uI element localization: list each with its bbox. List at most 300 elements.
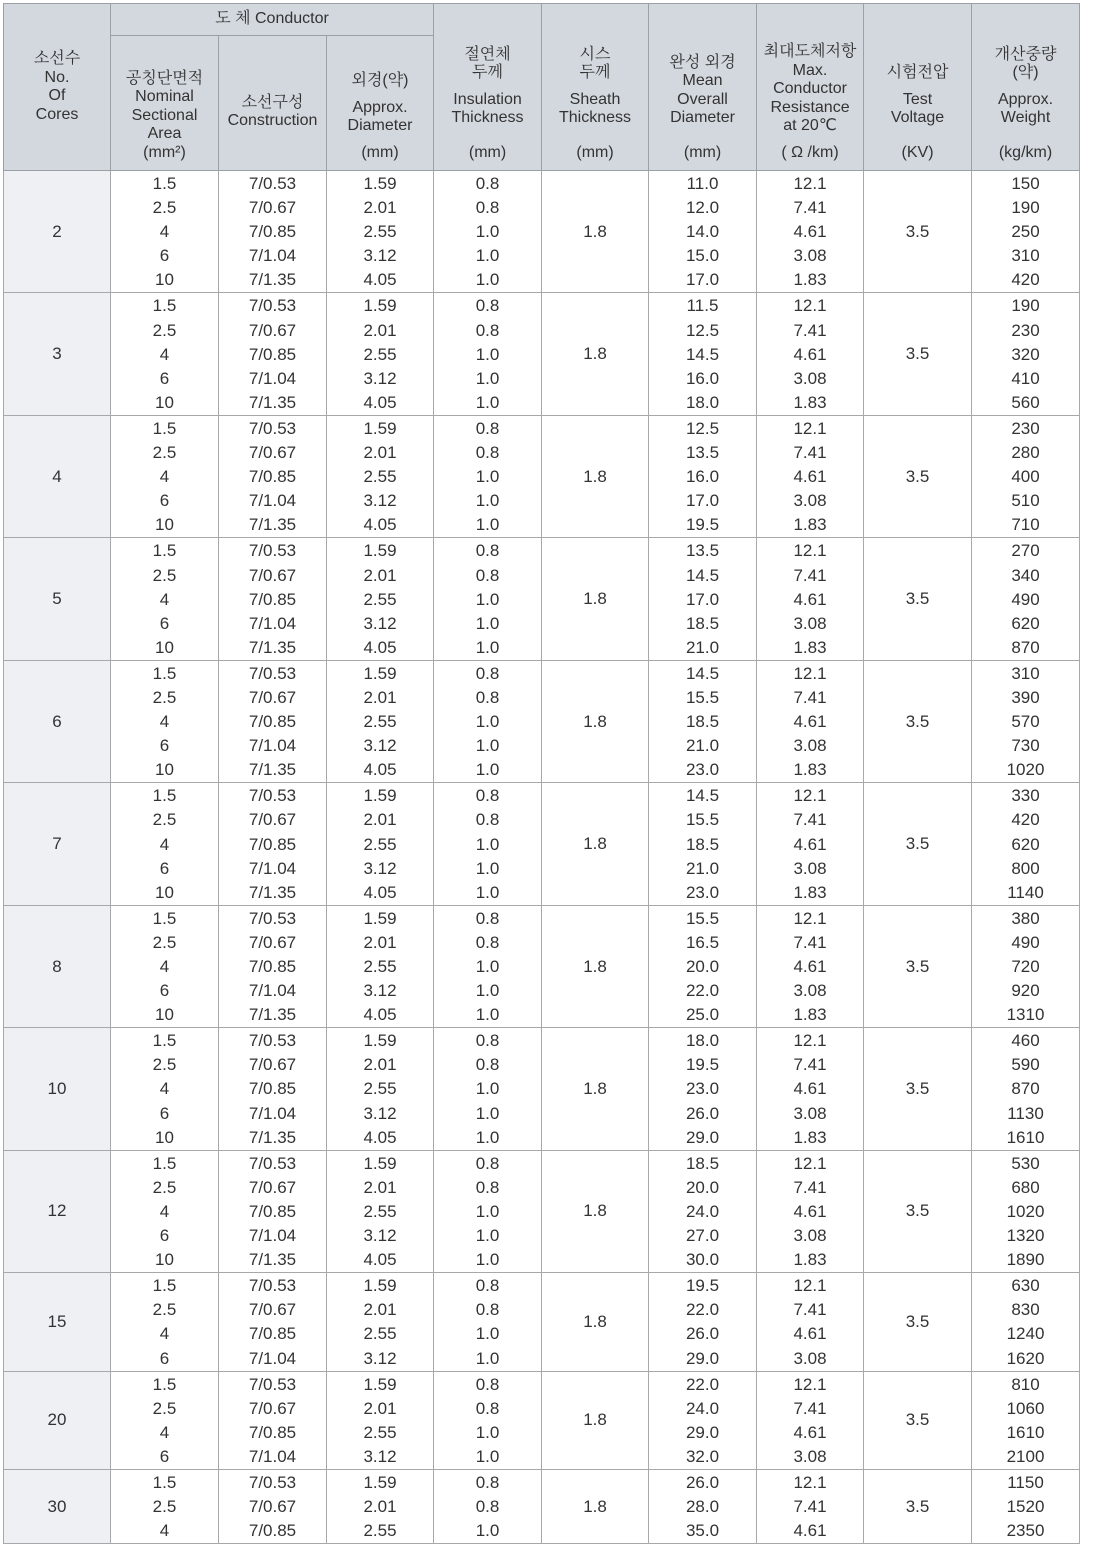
cell-value: 10 <box>155 882 174 902</box>
cell-value: 1130 <box>1007 1103 1044 1123</box>
construction-cell <box>219 1028 327 1150</box>
cell-value: 7.41 <box>793 443 827 463</box>
cell-value: 2.55 <box>363 834 397 854</box>
cell-value: 18.0 <box>685 1031 720 1051</box>
cell-value: 230 <box>1011 320 1040 340</box>
test-voltage-cell: 3.5 <box>864 1028 972 1150</box>
cell-value: 4.61 <box>793 712 827 732</box>
cell-value: 2.5 <box>152 198 177 218</box>
cell-value: 0.8 <box>475 908 500 928</box>
sheath-cell: 1.8 <box>542 783 649 905</box>
cell-value: 18.0 <box>685 392 720 412</box>
weight-cell <box>972 1150 1080 1272</box>
cell-value: 1620 <box>1006 1348 1045 1368</box>
cores-cell: 12 <box>4 1150 111 1272</box>
cell-value: 6 <box>159 368 170 388</box>
cell-value: 4.61 <box>793 1201 827 1221</box>
cell-value: 12.1 <box>793 908 827 928</box>
cell-value: 19.5 <box>685 1276 720 1296</box>
cell-value: 0.8 <box>475 663 500 683</box>
cell-value: 7/1.35 <box>248 760 297 780</box>
cell-value: 7/0.85 <box>248 222 297 242</box>
cell-value: 7/1.35 <box>248 882 297 902</box>
cell-value: 620 <box>1011 613 1040 633</box>
cores-cell: 8 <box>4 905 111 1027</box>
cell-value: 7/0.85 <box>248 712 297 732</box>
cell-value: 7.41 <box>793 1055 827 1075</box>
cell-value: 1.0 <box>475 1446 500 1466</box>
cell-value: 1.83 <box>793 1127 827 1147</box>
cell-value: 4.05 <box>363 1250 397 1270</box>
area-cell <box>111 1371 219 1469</box>
cell-value: 10 <box>155 392 174 412</box>
header-text: Test <box>902 90 933 108</box>
cell-value: 1310 <box>1006 1005 1045 1025</box>
cell-value: 1.59 <box>363 1472 397 1492</box>
cell-value: 4.61 <box>793 834 827 854</box>
cell-value: 1.83 <box>793 515 827 535</box>
cell-value: 19.5 <box>685 515 720 535</box>
cell-value: 7/1.04 <box>248 613 297 633</box>
cell-value: 0.8 <box>475 1153 500 1173</box>
table-row <box>4 1273 1080 1371</box>
overall-diameter-cell <box>649 905 757 1027</box>
header-text: 소선구성 <box>241 93 304 111</box>
cell-value: 1.83 <box>793 760 827 780</box>
overall-diameter-cell <box>649 1028 757 1150</box>
cell-value: 2.55 <box>363 712 397 732</box>
header-text: 두께 <box>472 64 503 81</box>
cell-value: 7/0.67 <box>248 1300 297 1320</box>
area-cell <box>111 415 219 537</box>
area-cell <box>111 660 219 782</box>
cell-value: 3.12 <box>363 491 397 511</box>
cell-value: 1.5 <box>152 663 177 683</box>
insulation-cell <box>434 293 542 415</box>
cell-value: 1.5 <box>152 908 177 928</box>
insulation-cell <box>434 660 542 782</box>
cell-value: 2.01 <box>363 1398 397 1418</box>
overall-diameter-cell <box>649 660 757 782</box>
construction-cell <box>219 415 327 537</box>
cell-value: 16.0 <box>685 467 720 487</box>
cell-value: 6 <box>159 736 170 756</box>
header-text: (kg/km) <box>998 143 1053 161</box>
cell-value: 0.8 <box>475 1276 500 1296</box>
cell-value: 12.5 <box>685 418 720 438</box>
cell-value: 7/0.53 <box>248 418 297 438</box>
cell-value: 12.0 <box>685 198 720 218</box>
cell-value: 2.55 <box>363 1422 397 1442</box>
weight-cell <box>972 1028 1080 1150</box>
header-text: Diameter <box>347 117 413 134</box>
cell-value: 560 <box>1011 392 1040 412</box>
test-voltage-cell: 3.5 <box>864 171 972 293</box>
cores-cell: 7 <box>4 783 111 905</box>
cell-value: 7/0.85 <box>248 344 297 364</box>
resistance-cell <box>757 660 864 782</box>
cell-value: 7/1.35 <box>248 270 297 290</box>
cell-value: 2.01 <box>363 1055 397 1075</box>
cell-value: 4.05 <box>363 392 397 412</box>
cell-value: 2.55 <box>363 1201 397 1221</box>
cell-value: 7/1.35 <box>248 1005 297 1025</box>
cell-value: 1020 <box>1006 760 1045 780</box>
cell-value: 510 <box>1011 491 1040 511</box>
cell-value: 1.59 <box>363 174 397 193</box>
cell-value: 1.0 <box>475 368 500 388</box>
cell-value: 17.0 <box>685 589 720 609</box>
cell-value: 2.01 <box>363 443 397 463</box>
cell-value: 1.0 <box>475 613 500 633</box>
header-text: Construction <box>227 112 318 129</box>
cores-cell: 2 <box>4 171 111 293</box>
header-text: Approx. <box>997 90 1054 108</box>
header-text: 시스 <box>579 45 611 63</box>
header-text: Max. <box>792 61 828 79</box>
table-row <box>4 1469 1080 1543</box>
insulation-cell <box>434 1273 542 1371</box>
cell-value: 590 <box>1011 1055 1040 1075</box>
sheath-cell: 1.8 <box>542 415 649 537</box>
header-construction <box>219 36 327 171</box>
cell-value: 7.41 <box>793 198 827 218</box>
insulation-cell <box>434 783 542 905</box>
cell-value: 3.12 <box>363 858 397 878</box>
cell-value: 2.5 <box>152 1177 177 1197</box>
cell-value: 18.5 <box>685 712 720 732</box>
resistance-cell <box>757 415 864 537</box>
overall-diameter-cell <box>649 415 757 537</box>
cell-value: 18.5 <box>685 834 720 854</box>
cell-value: 680 <box>1011 1177 1040 1197</box>
test-voltage-cell: 3.5 <box>864 538 972 660</box>
cell-value: 0.8 <box>475 443 500 463</box>
cell-value: 410 <box>1011 368 1040 388</box>
cell-value: 26.0 <box>685 1324 720 1344</box>
cell-value: 7/1.04 <box>248 368 297 388</box>
cell-value: 11.5 <box>686 296 719 316</box>
header-text: 개산중량 <box>994 45 1057 63</box>
header-text: Diameter <box>670 109 735 126</box>
cell-value: 0.8 <box>475 810 500 830</box>
diameter-cell <box>327 1469 434 1543</box>
cell-value: 1610 <box>1006 1422 1045 1442</box>
header-text: No. <box>44 68 70 86</box>
cell-value: 1140 <box>1007 882 1044 902</box>
cell-value: 1.0 <box>475 1079 500 1099</box>
cell-value: 0.8 <box>475 418 500 438</box>
area-cell <box>111 905 219 1027</box>
cell-value: 1.0 <box>475 344 500 364</box>
area-cell <box>111 783 219 905</box>
cell-value: 4.05 <box>363 1127 397 1147</box>
diameter-cell <box>327 905 434 1027</box>
cell-value: 0.8 <box>475 932 500 952</box>
area-cell <box>111 1150 219 1272</box>
cell-value: 4 <box>159 712 170 732</box>
insulation-cell <box>434 171 542 293</box>
cell-value: 3.08 <box>793 1103 827 1123</box>
header-weight <box>972 4 1080 171</box>
cell-value: 1.0 <box>475 736 500 756</box>
header-text: at 20℃ <box>783 117 837 134</box>
cell-value: 0.8 <box>475 198 500 218</box>
weight-cell <box>972 415 1080 537</box>
cell-value: 6 <box>159 613 170 633</box>
resistance-cell <box>757 1150 864 1272</box>
sheath-cell: 1.8 <box>542 1273 649 1371</box>
cell-value: 3.12 <box>363 1446 397 1466</box>
header-overall-diameter <box>649 4 757 171</box>
cell-value: 17.0 <box>685 270 720 290</box>
cell-value: 280 <box>1011 443 1040 463</box>
construction-cell <box>219 171 327 293</box>
cell-value: 4 <box>159 467 170 487</box>
cell-value: 0.8 <box>475 1497 500 1517</box>
cell-value: 18.5 <box>685 613 720 633</box>
cable-spec-table <box>3 3 1080 1544</box>
cell-value: 7.41 <box>793 320 827 340</box>
cell-value: 1.5 <box>152 1031 177 1051</box>
cell-value: 3.08 <box>793 246 827 266</box>
header-resistance <box>757 4 864 171</box>
cell-value: 7/1.04 <box>248 1226 297 1246</box>
diameter-cell <box>327 1371 434 1469</box>
cell-value: 7/0.53 <box>248 1031 297 1051</box>
header-text: Sectional <box>131 106 198 124</box>
table-row <box>4 1150 1080 1272</box>
cell-value: 7.41 <box>793 1398 827 1418</box>
sheath-cell: 1.8 <box>542 293 649 415</box>
cell-value: 7/1.04 <box>248 491 297 511</box>
weight-cell <box>972 1371 1080 1469</box>
cell-value: 4.05 <box>363 760 397 780</box>
sheath-cell: 1.8 <box>542 171 649 293</box>
cell-value: 7/0.53 <box>248 174 297 193</box>
cell-value: 10 <box>155 637 174 657</box>
cell-value: 12.1 <box>793 1031 827 1051</box>
cell-value: 570 <box>1011 712 1040 732</box>
cell-value: 1150 <box>1007 1472 1044 1492</box>
cell-value: 10 <box>155 1005 174 1025</box>
cell-value: 14.5 <box>685 663 720 683</box>
cell-value: 14.0 <box>685 222 720 242</box>
cell-value: 490 <box>1011 589 1040 609</box>
cell-value: 2.5 <box>152 1398 177 1418</box>
sheath-cell: 1.8 <box>542 1028 649 1150</box>
cell-value: 20.0 <box>685 957 720 976</box>
header-text: (mm) <box>576 143 614 161</box>
header-test-voltage <box>864 4 972 171</box>
cell-value: 1.0 <box>475 392 500 412</box>
cell-value: 620 <box>1011 834 1040 854</box>
area-cell <box>111 1028 219 1150</box>
cell-value: 6 <box>159 1348 170 1368</box>
cell-value: 7/0.85 <box>248 1201 297 1221</box>
cell-value: 2.55 <box>363 222 397 242</box>
cell-value: 3.12 <box>363 1226 397 1246</box>
table-row <box>4 660 1080 782</box>
weight-cell <box>972 783 1080 905</box>
cell-value: 15.0 <box>685 246 720 266</box>
cell-value: 7/0.67 <box>248 565 297 585</box>
cell-value: 420 <box>1011 270 1040 290</box>
cores-cell: 20 <box>4 1371 111 1469</box>
cell-value: 0.8 <box>475 296 500 316</box>
diameter-cell <box>327 415 434 537</box>
cell-value: 2.01 <box>363 932 397 952</box>
cell-value: 2.01 <box>363 198 397 218</box>
table-row <box>4 1371 1080 1469</box>
cell-value: 920 <box>1011 981 1040 1001</box>
cell-value: 26.0 <box>685 1472 720 1492</box>
header-cores <box>4 4 111 171</box>
test-voltage-cell: 3.5 <box>864 1469 972 1543</box>
cell-value: 1.0 <box>475 1201 500 1221</box>
cell-value: 1.83 <box>793 392 827 412</box>
resistance-cell <box>757 538 864 660</box>
cell-value: 7/0.67 <box>248 1398 297 1418</box>
cell-value: 1.0 <box>475 1127 500 1147</box>
diameter-cell <box>327 1273 434 1371</box>
cell-value: 2.55 <box>363 589 397 609</box>
area-cell <box>111 538 219 660</box>
area-cell <box>111 171 219 293</box>
cell-value: 22.0 <box>685 1374 720 1394</box>
cell-value: 7/1.35 <box>248 1127 297 1147</box>
cell-value: 0.8 <box>475 1055 500 1075</box>
table-row <box>4 415 1080 537</box>
cell-value: 1.0 <box>475 1422 500 1442</box>
header-text: 소선수 <box>33 50 81 67</box>
cell-value: 7/0.67 <box>248 1177 297 1197</box>
cell-value: 2.01 <box>363 1177 397 1197</box>
cell-value: 23.0 <box>685 882 720 902</box>
cell-value: 1.5 <box>152 541 177 561</box>
cell-value: 12.1 <box>793 296 827 316</box>
insulation-cell <box>434 538 542 660</box>
cell-value: 4.05 <box>363 270 397 290</box>
cell-value: 20.0 <box>685 1177 720 1197</box>
header-text: (mm) <box>683 143 722 161</box>
cell-value: 12.1 <box>793 786 827 806</box>
overall-diameter-cell <box>649 1150 757 1272</box>
header-text: Thickness <box>559 109 632 126</box>
weight-cell <box>972 905 1080 1027</box>
cell-value: 150 <box>1011 174 1040 193</box>
cell-value: 7.41 <box>793 810 827 830</box>
cell-value: 7/0.85 <box>248 1324 297 1344</box>
header-text: 외경(약) <box>351 72 409 89</box>
cell-value: 1.83 <box>793 1250 827 1270</box>
insulation-cell <box>434 415 542 537</box>
header-text: (mm) <box>361 143 399 161</box>
header-text: 완성 외경 <box>669 53 736 71</box>
cell-value: 7/1.04 <box>248 1446 297 1466</box>
cell-value: 2100 <box>1006 1446 1045 1466</box>
header-text: Overall <box>677 90 728 108</box>
cell-value: 11.0 <box>686 174 719 193</box>
cell-value: 1.59 <box>363 1031 397 1051</box>
cell-value: 7/0.67 <box>248 443 297 463</box>
cell-value: 190 <box>1011 198 1040 218</box>
cell-value: 0.8 <box>475 1374 500 1394</box>
cell-value: 1.59 <box>363 786 397 806</box>
cell-value: 7/0.53 <box>248 908 297 928</box>
cell-value: 27.0 <box>685 1226 720 1246</box>
cell-value: 1.0 <box>475 981 500 1001</box>
weight-cell <box>972 538 1080 660</box>
header-text: 시험전압 <box>886 64 949 81</box>
cell-value: 7.41 <box>793 1497 827 1517</box>
cell-value: 2.5 <box>152 932 177 952</box>
table-row <box>4 171 1080 293</box>
cell-value: 12.1 <box>793 418 827 438</box>
cell-value: 1.59 <box>363 663 397 683</box>
cell-value: 1.5 <box>152 1472 177 1492</box>
cell-value: 30.0 <box>685 1250 720 1270</box>
cell-value: 1320 <box>1006 1226 1045 1246</box>
cell-value: 3.08 <box>793 1446 827 1466</box>
insulation-cell <box>434 1150 542 1272</box>
table-row <box>4 783 1080 905</box>
cell-value: 1.5 <box>152 786 177 806</box>
cell-value: 1.0 <box>475 858 500 878</box>
cell-value: 1.59 <box>363 541 397 561</box>
header-diameter <box>327 36 434 171</box>
cell-value: 22.0 <box>685 1300 720 1320</box>
cell-value: 270 <box>1011 541 1040 561</box>
cell-value: 1.83 <box>793 637 827 657</box>
cell-value: 21.0 <box>685 637 720 657</box>
cell-value: 1.0 <box>475 1250 500 1270</box>
cell-value: 29.0 <box>685 1348 720 1368</box>
cell-value: 190 <box>1011 296 1040 316</box>
test-voltage-cell: 3.5 <box>864 1371 972 1469</box>
cell-value: 10 <box>155 270 174 290</box>
cell-value: 3.08 <box>793 981 827 1001</box>
cell-value: 4 <box>159 1324 170 1344</box>
header-text: Nominal <box>135 88 194 105</box>
cell-value: 1.59 <box>363 1276 397 1296</box>
test-voltage-cell: 3.5 <box>864 293 972 415</box>
cell-value: 0.8 <box>475 1300 500 1320</box>
cell-value: 4 <box>159 344 170 364</box>
header-text: 절연체 <box>464 45 511 63</box>
cell-value: 7.41 <box>793 1300 827 1320</box>
cell-value: 12.1 <box>793 1374 827 1394</box>
cell-value: 1.0 <box>475 712 500 732</box>
cores-cell: 4 <box>4 415 111 537</box>
cell-value: 16.0 <box>685 368 720 388</box>
weight-cell <box>972 660 1080 782</box>
header-text: (KV) <box>901 143 934 161</box>
diameter-cell <box>327 293 434 415</box>
cell-value: 420 <box>1011 810 1040 830</box>
cell-value: 4.61 <box>793 222 827 242</box>
cell-value: 15.5 <box>685 810 720 830</box>
cell-value: 2.5 <box>152 810 177 830</box>
cell-value: 1.0 <box>475 1521 500 1541</box>
cell-value: 870 <box>1011 637 1040 657</box>
cell-value: 7/0.85 <box>248 834 297 854</box>
overall-diameter-cell <box>649 1371 757 1469</box>
sheath-cell: 1.8 <box>542 1150 649 1272</box>
overall-diameter-cell <box>649 293 757 415</box>
cell-value: 4 <box>159 957 170 976</box>
table-row <box>4 293 1080 415</box>
